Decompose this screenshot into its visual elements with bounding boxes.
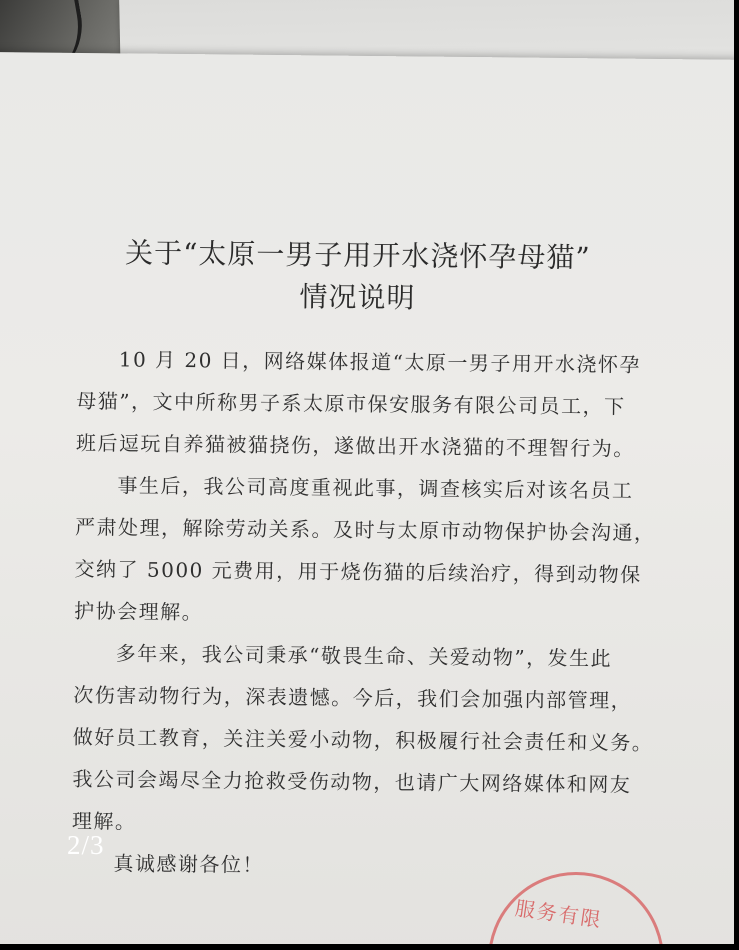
body-line: 多年来，我公司秉承“敬畏生命、关爱动物”，发生此 bbox=[115, 641, 613, 671]
body-line: 班后逗玩自养猫被猫挠伤，遂做出开水浇猫的不理智行为。 bbox=[75, 430, 636, 461]
body-line: 理解。 bbox=[71, 808, 137, 834]
body-line: 严肃处理，解除劳动关系。及时与太原市动物保护协会沟通， bbox=[74, 514, 656, 545]
body-line: 护协会理解。 bbox=[74, 598, 204, 625]
company-seal-text: 服务有限 bbox=[513, 895, 605, 932]
document-title: 关于“太原一男子用开水浇怀孕母猫” bbox=[124, 236, 591, 275]
closing-line: 真诚感谢各位！ bbox=[113, 851, 265, 877]
body-line: 母猫”，文中所称男子系太原市保安服务有限公司员工，下 bbox=[76, 388, 626, 419]
body-line: 交纳了 5000 元费用，用于烧伤猫的后续治疗，得到动物保 bbox=[74, 556, 642, 587]
body-line: 10 月 20 日，网络媒体报道“太原一男子用开水浇怀孕 bbox=[118, 347, 642, 377]
letter-paper bbox=[0, 52, 734, 944]
page-indicator: 2/3 bbox=[67, 830, 105, 860]
body-line: 事生后，我公司高度重视此事，调查核实后对该名员工 bbox=[117, 473, 634, 503]
body-line: 次伤害动物行为，深表遗憾。今后，我们会加强内部管理， bbox=[73, 682, 633, 713]
body-line: 做好员工教育，关注关爱小动物，积极履行社会责任和义务。 bbox=[72, 724, 654, 755]
body-line: 我公司会竭尽全力抢救受伤动物，也请广大网络媒体和网友 bbox=[72, 766, 632, 797]
document-subtitle: 情况说明 bbox=[299, 280, 416, 315]
